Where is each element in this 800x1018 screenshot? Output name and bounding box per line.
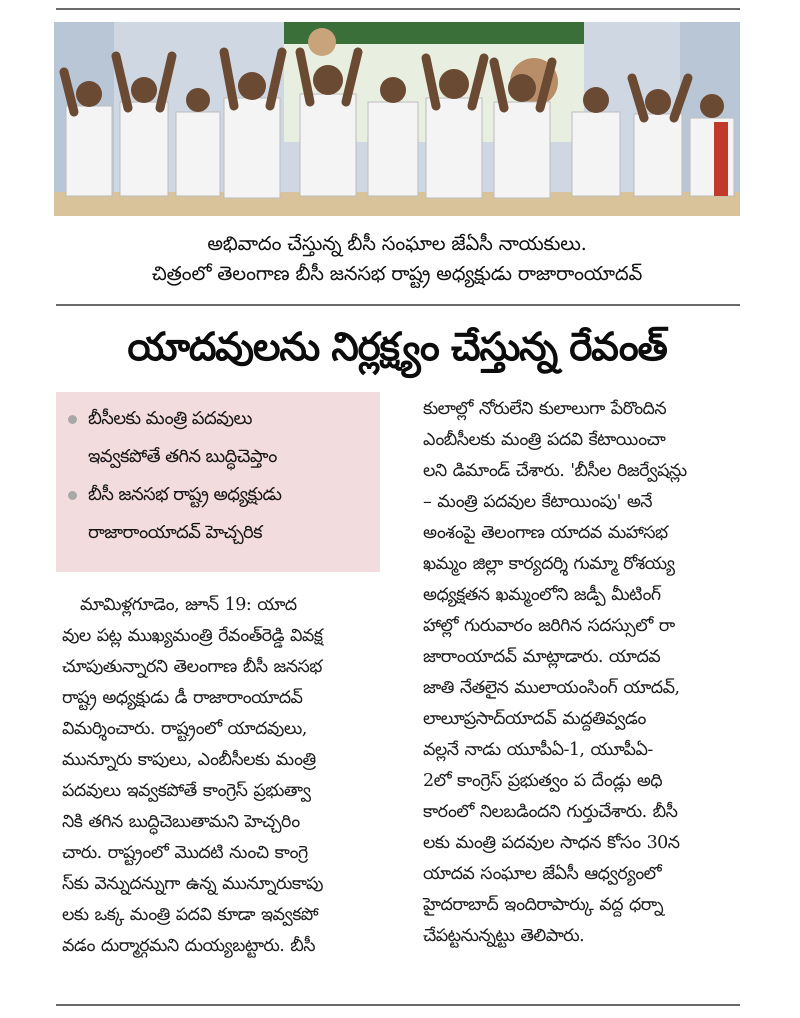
highlight-item bbox=[66, 476, 374, 552]
headline: యాదవులను నిర్లక్ష్యం చేస్తున్న రేవంత్ bbox=[127, 325, 667, 370]
article-line: కారంలో నిలబడిందని గుర్తుచేశారు. బీసీ bbox=[423, 802, 678, 822]
article-line: హైదరాబాద్ ఇందిరాపార్కు వద్ద ధర్నా bbox=[423, 895, 664, 915]
photo-caption-line-2: చిత్రంలో తెలంగాణ బీసీ జనసభ రాష్ట్ర అధ్యక్షుడు రాజారాంయాదవ్ bbox=[151, 262, 643, 285]
article-line: మామిళ్లగూడెం, జూన్ 19: యాద bbox=[80, 595, 297, 615]
top-rule bbox=[56, 8, 740, 10]
article-line: ఖమ్మం జిల్లా కార్యదర్శి గుమ్మా రోశయ్య bbox=[423, 554, 675, 574]
article-column-left bbox=[62, 590, 384, 962]
article-line: చేపట్టనున్నట్టు తెలిపారు. bbox=[423, 926, 585, 946]
article-line: లాలూప్రసాద్‌యాదవ్ మద్దతివ్వడం bbox=[423, 709, 646, 729]
highlight-line: బీసీలకు మంత్రి పదవులు bbox=[88, 408, 252, 429]
article-line: జారాంయాదవ్ మాట్లాడారు. యాదవ bbox=[423, 647, 661, 667]
article-line: యాదవ సంఘాల జేఏసీ ఆధ్వర్యంలో bbox=[423, 864, 662, 884]
group-photo-image bbox=[54, 22, 740, 216]
article-line: మున్నూరు కాపులు, ఎంబీసీలకు మంత్రి bbox=[62, 750, 316, 770]
article-line: పదవులు ఇవ్వకపోతే కాంగ్రెస్ ప్రభుత్వా bbox=[62, 781, 311, 801]
article-line: చారు. రాష్ట్రంలో మొదటి నుంచి కాంగ్రె bbox=[62, 843, 308, 863]
article-line: ఎంబీసీలకు మంత్రి పదవి కేటాయించా bbox=[423, 430, 666, 450]
highlight-item bbox=[66, 400, 374, 476]
highlights-box bbox=[56, 392, 380, 572]
photo-caption-line-1: అభివాదం చేస్తున్న బీసీ సంఘాల జేఏసీ నాయకులు. bbox=[207, 232, 587, 255]
highlight-line: బీసీ జనసభ రాష్ట్ర అధ్యక్షుడు bbox=[88, 484, 282, 505]
article-line: అంశంపై తెలంగాణ యాదవ మహాసభ bbox=[423, 523, 668, 543]
article-column-right bbox=[423, 394, 745, 952]
article-line: రాష్ట్ర అధ్యక్షుడు డీ రాజారాంయాదవ్ bbox=[62, 688, 303, 708]
article-line: జాతి నేతలైన ములాయంసింగ్ యాదవ్, bbox=[423, 678, 680, 698]
article-line: – మంత్రి పదవుల కేటాయింపు' అనే bbox=[423, 492, 653, 512]
article-line: నికి తగిన బుద్ధిచెబుతామని హెచ్చరిం bbox=[62, 812, 300, 832]
bottom-rule bbox=[56, 1004, 740, 1006]
highlight-line: రాజారాంయాదవ్ హెచ్చరిక bbox=[88, 522, 262, 543]
article-line: కులాల్లో నోరులేని కులాలుగా పేరొందిన bbox=[423, 399, 667, 419]
article-line: విమర్శించారు. రాష్ట్రంలో యాదవులు, bbox=[62, 719, 307, 739]
article-line: వుల పట్ల ముఖ్యమంత్రి రేవంత్‌రెడ్డి వివక్ష bbox=[62, 626, 323, 646]
article-line: లకు మంత్రి పదవుల సాధన కోసం 30న bbox=[423, 833, 680, 853]
article-line: అధ్యక్షతన ఖమ్మంలోని జడ్పీ మీటింగ్ bbox=[423, 585, 661, 605]
article-line: 2లో కాంగ్రెస్ ప్రభుత్వం ప దేండ్లు అధి bbox=[423, 771, 663, 791]
bullet-icon bbox=[68, 491, 77, 500]
article-line: స్‌కు వెన్నుదన్నుగా ఉన్న మున్నూరుకాపు bbox=[62, 874, 323, 894]
article-line: చూపుతున్నారని తెలంగాణ బీసీ జనసభ bbox=[62, 657, 322, 677]
article-line: వడం దుర్మార్గమని దుయ్యబట్టారు. బీసీ bbox=[62, 936, 315, 956]
article-line: వల్లనే నాడు యూపీఏ-1, యూపీఏ- bbox=[423, 740, 653, 760]
caption-rule bbox=[56, 304, 740, 306]
highlight-line: ఇవ్వకపోతే తగిన బుద్ధిచెప్తాం bbox=[88, 446, 277, 467]
article-line: హాల్లో గురువారం జరిగిన సదస్సులో రా bbox=[423, 616, 675, 636]
bullet-icon bbox=[68, 415, 77, 424]
article-line: లని డిమాండ్ చేశారు. 'బీసీల రిజర్వేషన్లు bbox=[423, 461, 687, 481]
article-line: లకు ఒక్క మంత్రి పదవి కూడా ఇవ్వకపో bbox=[62, 905, 319, 925]
